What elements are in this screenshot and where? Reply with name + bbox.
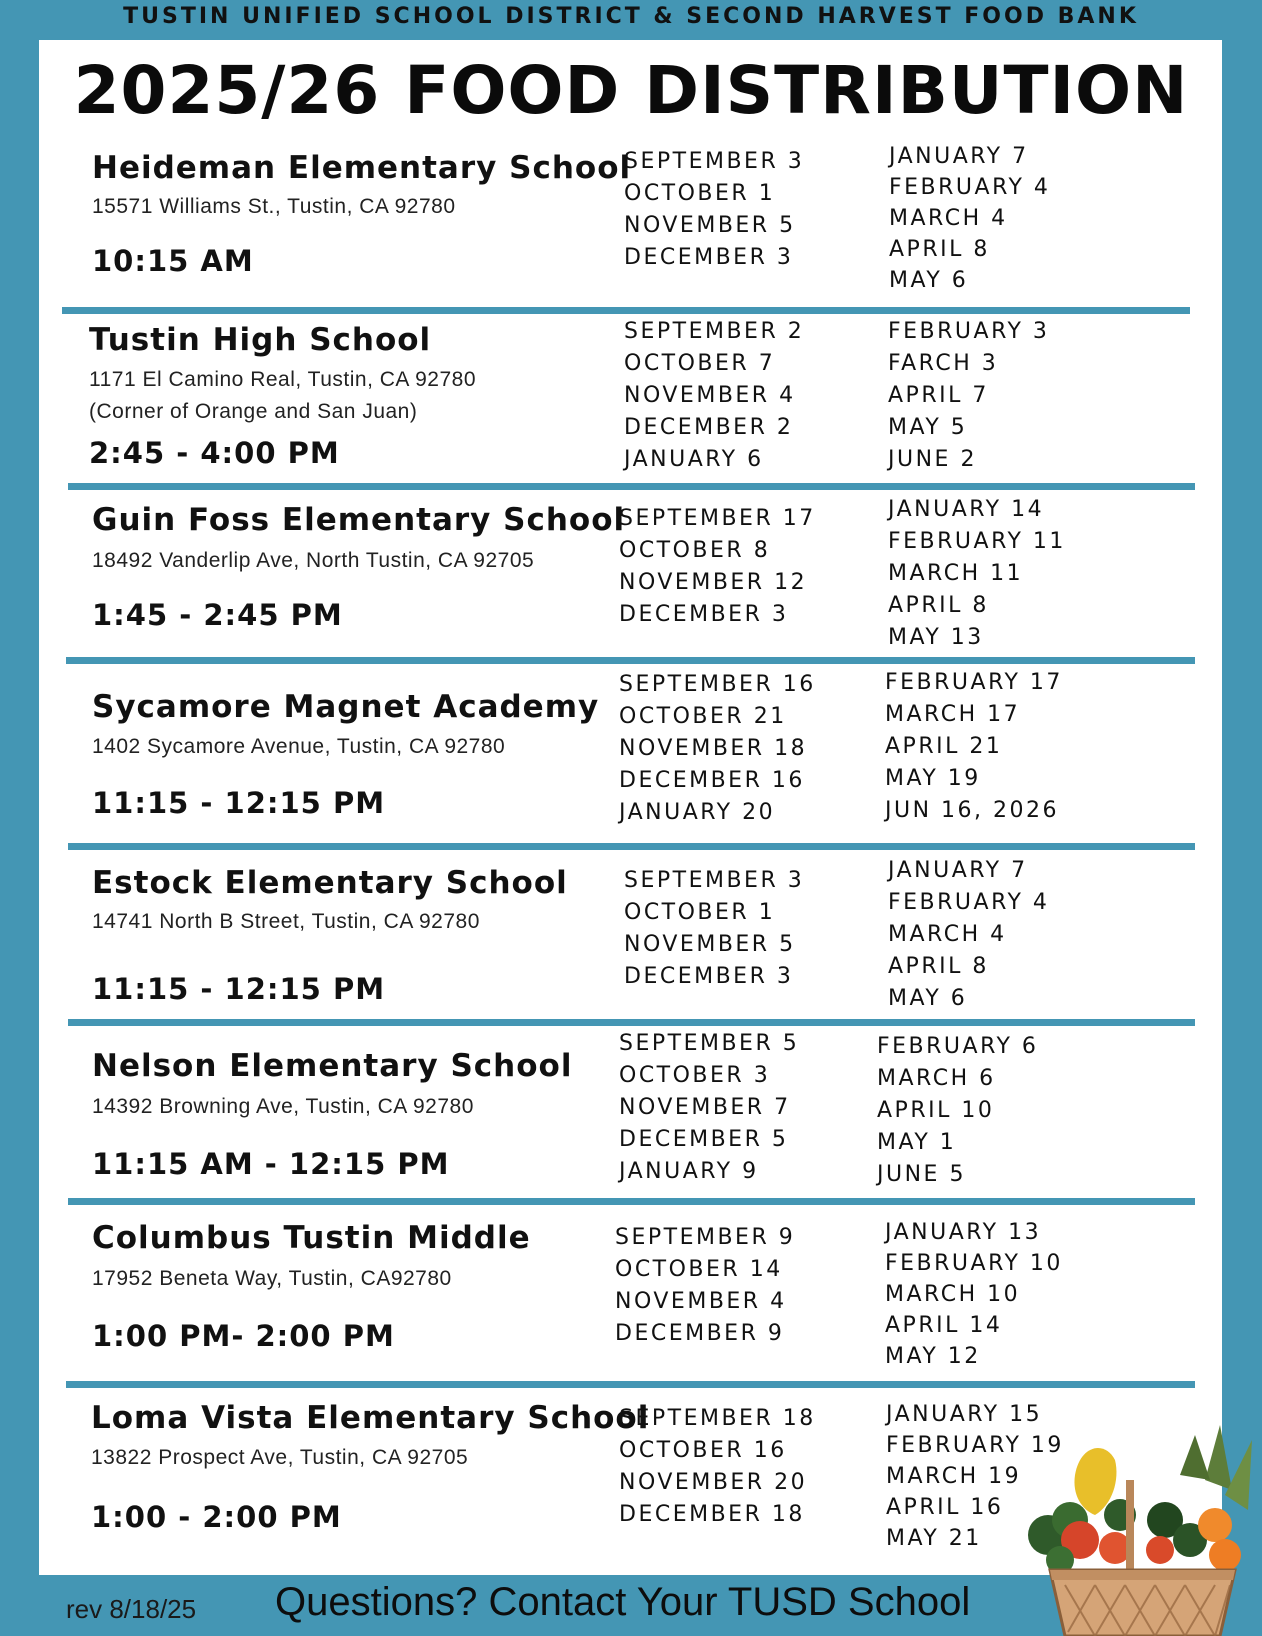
dates-spring (888, 494, 1066, 654)
school-name: Loma Vista Elementary School (91, 1400, 650, 1436)
partner-organizations: TUSTIN UNIFIED SCHOOL DISTRICT & SECOND HARVEST FOOD BANK (123, 4, 1139, 29)
dates-fall (619, 669, 816, 829)
date-item: DECEMBER 3 (619, 602, 789, 627)
dates-fall (624, 146, 804, 274)
date-item: FEBRUARY 19 (886, 1433, 1064, 1458)
dates-fall (624, 316, 804, 476)
date-item: FARCH 3 (888, 351, 999, 376)
page-title: 2025/26 FOOD DISTRIBUTION (73, 52, 1189, 129)
school-name: Nelson Elementary School (92, 1048, 573, 1084)
distribution-time: 2:45 - 4:00 PM (89, 436, 340, 470)
date-item: MAY 5 (888, 415, 968, 440)
date-item: DECEMBER 3 (624, 245, 794, 270)
date-item: MAY 6 (889, 268, 969, 293)
dates-fall (624, 865, 804, 993)
date-item: NOVEMBER 4 (624, 383, 796, 408)
dates-fall (619, 503, 816, 631)
date-item: MARCH 19 (886, 1464, 1022, 1489)
date-item: SEPTEMBER 2 (624, 319, 805, 344)
date-item: NOVEMBER 7 (619, 1095, 791, 1120)
date-item: MARCH 4 (888, 922, 1007, 947)
school-name: Guin Foss Elementary School (92, 502, 626, 538)
distribution-time: 10:15 AM (92, 244, 254, 278)
date-item: FEBRUARY 10 (885, 1251, 1063, 1276)
date-item: DECEMBER 9 (615, 1321, 785, 1346)
date-item: APRIL 16 (886, 1495, 1004, 1520)
dates-spring (885, 1217, 1063, 1372)
date-item: APRIL 8 (888, 954, 989, 979)
date-item: MARCH 10 (885, 1282, 1021, 1307)
date-item: JANUARY 15 (886, 1402, 1043, 1427)
date-item: JANUARY 20 (619, 800, 776, 825)
contact-message: Questions? Contact Your TUSD School (275, 1580, 971, 1624)
date-item: SEPTEMBER 16 (619, 672, 816, 697)
distribution-time: 11:15 - 12:15 PM (92, 972, 386, 1006)
date-item: APRIL 8 (888, 593, 989, 618)
section-divider (68, 1019, 1195, 1026)
school-address-note: (Corner of Orange and San Juan) (89, 400, 418, 423)
date-item: FEBRUARY 6 (877, 1034, 1039, 1059)
date-item: OCTOBER 8 (619, 538, 771, 563)
dates-fall (619, 1403, 816, 1531)
school-name: Estock Elementary School (92, 865, 568, 901)
date-item: OCTOBER 1 (624, 181, 776, 206)
date-item: APRIL 10 (877, 1098, 995, 1123)
date-item: OCTOBER 21 (619, 704, 787, 729)
dates-spring (888, 855, 1049, 1015)
dates-spring (888, 316, 1049, 476)
date-item: APRIL 8 (889, 237, 990, 262)
date-item: SEPTEMBER 9 (615, 1225, 796, 1250)
date-item: SEPTEMBER 17 (619, 506, 816, 531)
distribution-time: 11:15 AM - 12:15 PM (92, 1147, 450, 1181)
section-divider (68, 483, 1195, 490)
date-item: MAY 12 (885, 1344, 981, 1369)
date-item: JUNE 2 (888, 447, 977, 472)
school-address: 14741 North B Street, Tustin, CA 92780 (92, 910, 480, 933)
date-item: NOVEMBER 18 (619, 736, 808, 761)
date-item: DECEMBER 16 (619, 768, 805, 793)
date-item: DECEMBER 18 (619, 1502, 805, 1527)
date-item: NOVEMBER 5 (624, 932, 796, 957)
vegetable-basket-icon (1020, 1420, 1262, 1636)
date-item: JANUARY 7 (888, 858, 1028, 883)
date-item: FEBRUARY 3 (888, 319, 1050, 344)
section-divider (68, 843, 1195, 850)
dates-fall (615, 1222, 795, 1350)
date-item: OCTOBER 16 (619, 1438, 787, 1463)
date-item: MAY 21 (886, 1526, 982, 1551)
date-item: MARCH 17 (885, 702, 1021, 727)
section-divider (62, 307, 1190, 314)
date-item: FEBRUARY 4 (888, 890, 1050, 915)
date-item: JANUARY 6 (624, 447, 764, 472)
date-item: DECEMBER 3 (624, 964, 794, 989)
date-item: OCTOBER 7 (624, 351, 776, 376)
dates-fall (619, 1028, 799, 1188)
date-item: MAY 1 (877, 1130, 957, 1155)
date-item: MARCH 11 (888, 561, 1024, 586)
school-address: 14392 Browning Ave, Tustin, CA 92780 (92, 1095, 474, 1118)
distribution-time: 1:45 - 2:45 PM (92, 598, 343, 632)
date-item: NOVEMBER 4 (615, 1289, 787, 1314)
dates-spring (885, 667, 1063, 827)
date-item: MAY 6 (888, 986, 968, 1011)
school-address: 13822 Prospect Ave, Tustin, CA 92705 (91, 1446, 469, 1469)
school-name: Columbus Tustin Middle (92, 1220, 531, 1256)
date-item: MAY 13 (888, 625, 984, 650)
school-address: 1402 Sycamore Avenue, Tustin, CA 92780 (92, 735, 506, 758)
date-item: APRIL 7 (888, 383, 989, 408)
date-item: FEBRUARY 4 (889, 175, 1051, 200)
date-item: MARCH 6 (877, 1066, 996, 1091)
date-item: FEBRUARY 17 (885, 670, 1063, 695)
section-divider (68, 1198, 1195, 1205)
date-item: APRIL 21 (885, 734, 1003, 759)
date-item: DECEMBER 2 (624, 415, 794, 440)
date-item: SEPTEMBER 18 (619, 1406, 816, 1431)
school-name: Tustin High School (89, 322, 432, 358)
section-divider (66, 657, 1195, 664)
date-item: NOVEMBER 20 (619, 1470, 808, 1495)
school-address: 1171 El Camino Real, Tustin, CA 92780 (89, 368, 476, 391)
school-address: 17952 Beneta Way, Tustin, CA92780 (92, 1267, 452, 1290)
school-address: 18492 Vanderlip Ave, North Tustin, CA 92705 (92, 549, 535, 572)
date-item: NOVEMBER 5 (624, 213, 796, 238)
date-item: SEPTEMBER 3 (624, 149, 805, 174)
date-item: SEPTEMBER 5 (619, 1031, 800, 1056)
date-item: APRIL 14 (885, 1313, 1003, 1338)
distribution-time: 1:00 - 2:00 PM (91, 1500, 342, 1534)
date-item: MAY 19 (885, 766, 981, 791)
date-item: OCTOBER 14 (615, 1257, 783, 1282)
date-item: NOVEMBER 12 (619, 570, 808, 595)
date-item: JANUARY 7 (889, 144, 1029, 169)
date-item: JUNE 5 (877, 1162, 966, 1187)
date-item: DECEMBER 5 (619, 1127, 789, 1152)
section-divider (66, 1381, 1195, 1388)
date-item: FEBRUARY 11 (888, 529, 1066, 554)
date-item: OCTOBER 3 (619, 1063, 771, 1088)
date-item: JANUARY 14 (888, 497, 1045, 522)
date-item: JANUARY 13 (885, 1220, 1042, 1245)
dates-spring (877, 1031, 1038, 1191)
date-item: JANUARY 9 (619, 1159, 759, 1184)
school-name: Heideman Elementary School (92, 150, 632, 186)
school-name: Sycamore Magnet Academy (92, 689, 600, 725)
distribution-time: 1:00 PM- 2:00 PM (92, 1319, 395, 1353)
distribution-time: 11:15 - 12:15 PM (92, 786, 386, 820)
revision-date: rev 8/18/25 (66, 1594, 197, 1624)
date-item: JUN 16, 2026 (885, 798, 1060, 823)
date-item: SEPTEMBER 3 (624, 868, 805, 893)
date-item: OCTOBER 1 (624, 900, 776, 925)
school-address: 15571 Williams St., Tustin, CA 92780 (92, 195, 456, 218)
dates-spring (889, 141, 1050, 296)
date-item: MARCH 4 (889, 206, 1008, 231)
